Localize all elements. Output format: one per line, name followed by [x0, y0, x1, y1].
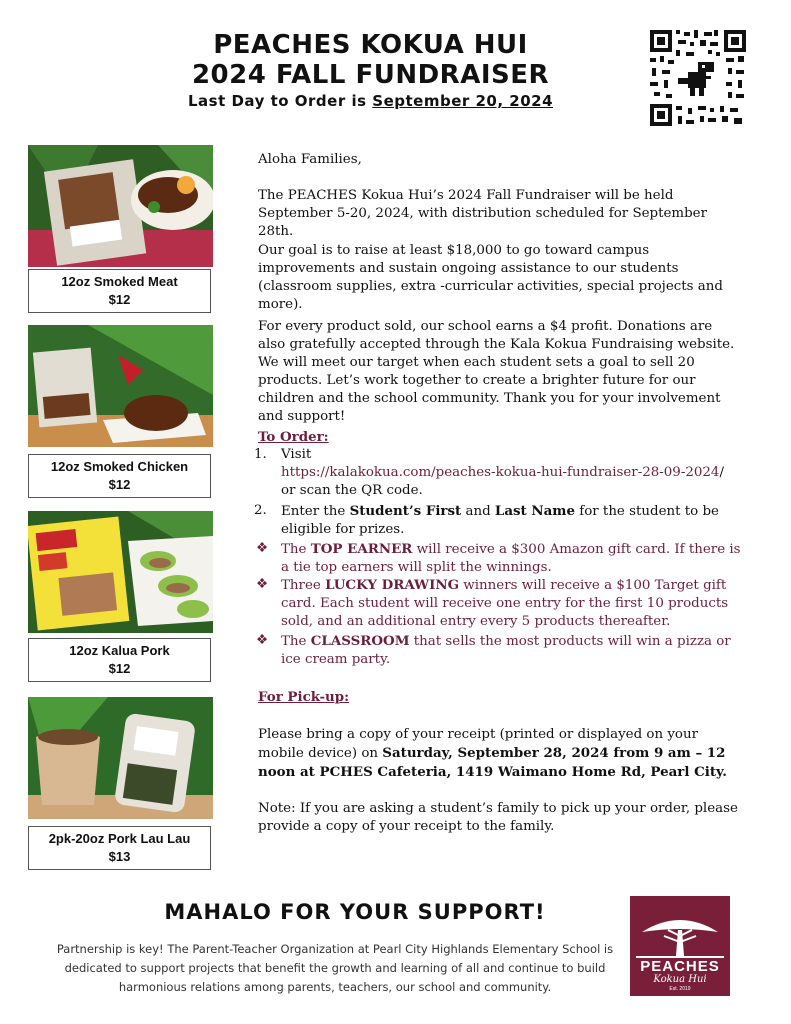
list-marker: 1. — [254, 447, 267, 462]
mahalo-heading: MAHALO FOR YOUR SUPPORT! — [164, 900, 546, 924]
peaches-logo — [630, 896, 730, 996]
diamond-bullet-icon: ❖ — [256, 541, 269, 556]
fundraiser-link[interactable]: https://kalakokua.com/peaches-kokua-hui-fundraiser-28-09-2024 — [281, 465, 720, 480]
url-slash: / — [719, 465, 724, 480]
visit-label: Visit — [281, 447, 312, 462]
diamond-bullet-icon: ❖ — [256, 577, 269, 592]
product-name: 12oz Smoked Chicken — [50, 459, 189, 474]
pork-lau-lau-photo — [28, 697, 213, 819]
student-first-label: Student’s First — [349, 503, 462, 519]
pickup-details: Saturday, September 28, 2024 from 9 am – 12 noon at PCHES Cafeteria, 1419 Waimano Home Rd, Pearl City. — [258, 745, 727, 780]
deadline-date: September 20, 2024 — [372, 92, 554, 110]
greeting: Aloha Families, — [258, 152, 362, 167]
smoked-meat-photo — [28, 145, 213, 267]
paragraph-profit: For every product sold, our school earns a $4 profit. Donations are also gratefully accepted through the Kala Kokua Fundraising website. We will meet our target when each student sets a goal to sell 20 products. Let’s work together to create a brighter future for our children and the school community. Thank you for your involvement and support! — [258, 319, 735, 424]
scan-qr-text: or scan the QR code. — [281, 483, 423, 498]
step-2-text: Enter the Student’s First and Last Name for the student to be eligible for prizes. — [281, 503, 719, 537]
product-price: $12 — [108, 292, 131, 307]
pickup-heading: For Pick-up: — [258, 689, 350, 705]
paragraph-event-dates: The PEACHES Kokua Hui’s 2024 Fall Fundraiser will be held September 5-20, 2024, with distribution scheduled for September 28th. — [258, 188, 708, 239]
pickup-paragraph: Please bring a copy of your receipt (printed or displayed on your mobile device) on Saturday, September 28, 2024 from 9 am – 12 noon at PCHES Cafeteria, 1419 Waimano Home Rd, Pearl City. — [258, 727, 727, 780]
product-label-smoked-chicken — [28, 454, 211, 498]
deadline-prefix: Last Day to Order is — [187, 92, 373, 110]
diamond-bullet-icon: ❖ — [256, 633, 269, 648]
order-deadline — [0, 92, 741, 110]
product-name: 12oz Smoked Meat — [61, 274, 178, 289]
pickup-note: Note: If you are asking a student’s family to pick up your order, please provide a copy of your receipt to the family. — [258, 801, 738, 834]
kalua-pork-photo — [28, 511, 213, 633]
to-order-heading: To Order: — [258, 429, 329, 445]
paragraph-goal: Our goal is to raise at least $18,000 to go toward campus improvements and sustain ongoing assistance to our students (classroom supplies, extra -curricular activities, special projects and more). — [258, 243, 723, 312]
logo-est: Est. 2019 — [669, 986, 691, 992]
product-label-pork-lau-lau — [28, 826, 211, 870]
logo-name: PEACHES — [640, 958, 720, 975]
product-price: $12 — [108, 661, 131, 676]
partnership-text: Partnership is key! The Parent-Teacher Organization at Pearl City Highlands Elementary School is dedicated to support projects that benefit the growth and learning of all and continue to build harmonious relations among parents, teachers, our school and community. — [56, 942, 614, 994]
qr-code-icon[interactable] — [648, 28, 748, 128]
title-line-1: PEACHES KOKUA HUI — [213, 30, 528, 60]
product-name: 2pk-20oz Pork Lau Lau — [48, 831, 191, 846]
product-price: $12 — [108, 477, 131, 492]
last-name-label: Last Name — [494, 503, 575, 519]
smoked-chicken-photo — [28, 325, 213, 447]
list-marker: 2. — [254, 503, 267, 518]
product-label-smoked-meat — [28, 269, 211, 313]
logo-sub: Kokua Hui — [653, 974, 707, 985]
product-name: 12oz Kalua Pork — [69, 643, 170, 658]
title-line-2: 2024 FALL FUNDRAISER — [191, 60, 550, 90]
product-price: $13 — [108, 849, 131, 864]
product-label-kalua-pork — [28, 638, 211, 682]
